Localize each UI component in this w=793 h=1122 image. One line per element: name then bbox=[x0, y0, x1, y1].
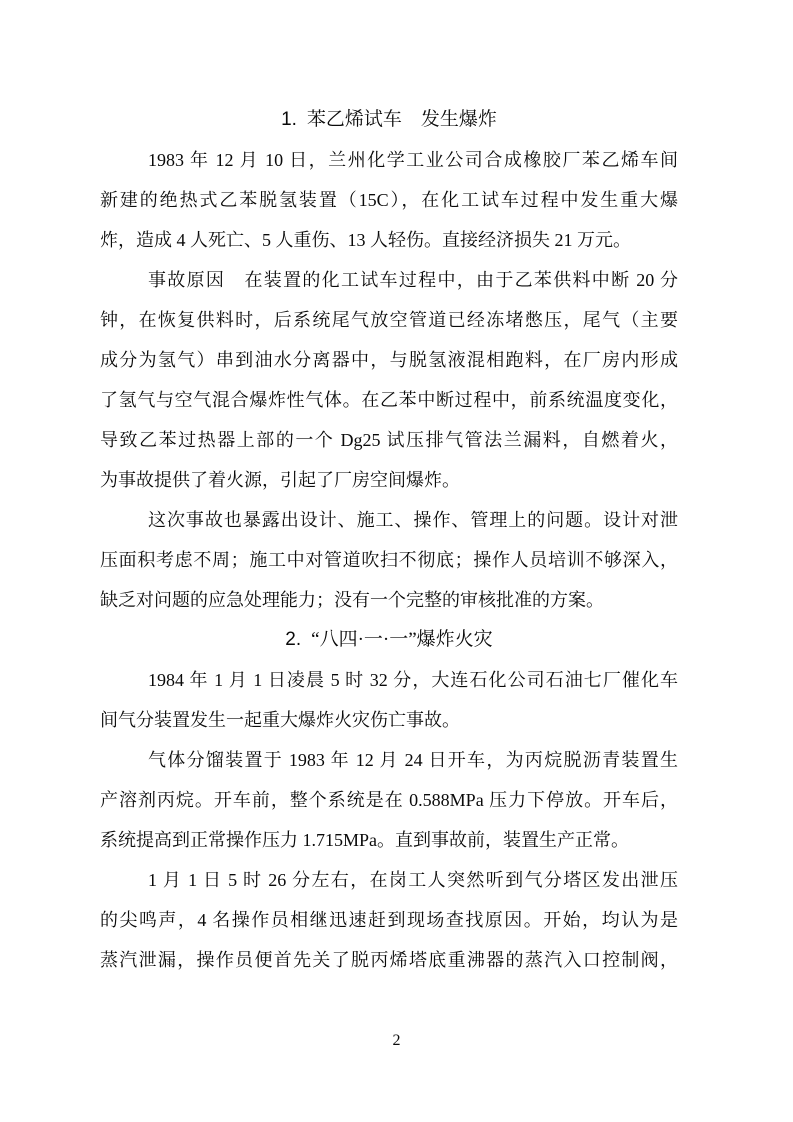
paragraph-line: 成分为氢气）串到油水分离器中，与脱氢液混相跑料，在厂房内形成 bbox=[100, 350, 678, 370]
paragraph-line: 导致乙苯过热器上部的一个 Dg25 试压排气管法兰漏料，自燃着火， bbox=[100, 430, 678, 450]
section-heading-1 bbox=[100, 100, 678, 140]
paragraph-line: 缺乏对问题的应急处理能力；没有一个完整的审核批准的方案。 bbox=[100, 590, 604, 610]
paragraph-line: 产溶剂丙烷。开车前，整个系统是在 0.588MPa 压力下停放。开车后， bbox=[100, 790, 678, 810]
paragraph-line: 新建的绝热式乙苯脱氢装置（15C），在化工试车过程中发生重大爆 bbox=[100, 190, 678, 210]
paragraph-line: 这次事故也暴露出设计、施工、操作、管理上的问题。设计对泄 bbox=[148, 510, 678, 530]
heading-text: 苯乙烯试车 发生爆炸 bbox=[306, 109, 497, 130]
paragraph-line: 气体分馏装置于 1983 年 12 月 24 日开车，为丙烷脱沥青装置生 bbox=[148, 750, 678, 770]
heading-text: “八四·一·一”爆炸火灾 bbox=[311, 629, 493, 650]
paragraph-line: 钟，在恢复供料时，后系统尾气放空管道已经冻堵憋压，尾气（主要 bbox=[100, 310, 678, 330]
paragraph-line: 间气分装置发生一起重大爆炸火灾伤亡事故。 bbox=[100, 710, 460, 730]
paragraph-line: 事故原因 在装置的化工试车过程中，由于乙苯供料中断 20 分 bbox=[148, 270, 678, 290]
paragraph-line: 系统提高到正常操作压力 1.715MPa。直到事故前，装置生产正常。 bbox=[100, 830, 630, 850]
heading-number: 2. bbox=[285, 629, 302, 650]
paragraph-line: 蒸汽泄漏，操作员便首先关了脱丙烯塔底重沸器的蒸汽入口控制阀， bbox=[100, 950, 678, 970]
paragraph-line: 为事故提供了着火源，引起了厂房空间爆炸。 bbox=[100, 470, 460, 490]
page-number: 2 bbox=[392, 1032, 401, 1049]
paragraph-line: 的尖鸣声，4 名操作员相继迅速赶到现场查找原因。开始，均认为是 bbox=[100, 910, 678, 930]
paragraph-line: 1983 年 12 月 10 日，兰州化学工业公司合成橡胶厂苯乙烯车间 bbox=[148, 150, 678, 170]
section-heading-2 bbox=[100, 620, 678, 660]
paragraph-line: 炸，造成 4 人死亡、5 人重伤、13 人轻伤。直接经济损失 21 万元。 bbox=[100, 230, 631, 250]
heading-number: 1. bbox=[281, 109, 297, 130]
paragraph-line: 压面积考虑不周；施工中对管道吹扫不彻底；操作人员培训不够深入， bbox=[100, 550, 678, 570]
paragraph-line: 了氢气与空气混合爆炸性气体。在乙苯中断过程中，前系统温度变化， bbox=[100, 390, 678, 410]
paragraph-line: 1984 年 1 月 1 日凌晨 5 时 32 分，大连石化公司石油七厂催化车 bbox=[148, 670, 678, 690]
text-block bbox=[100, 100, 678, 980]
paragraph-line: 1 月 1 日 5 时 26 分左右，在岗工人突然听到气分塔区发出泄压 bbox=[148, 870, 678, 890]
